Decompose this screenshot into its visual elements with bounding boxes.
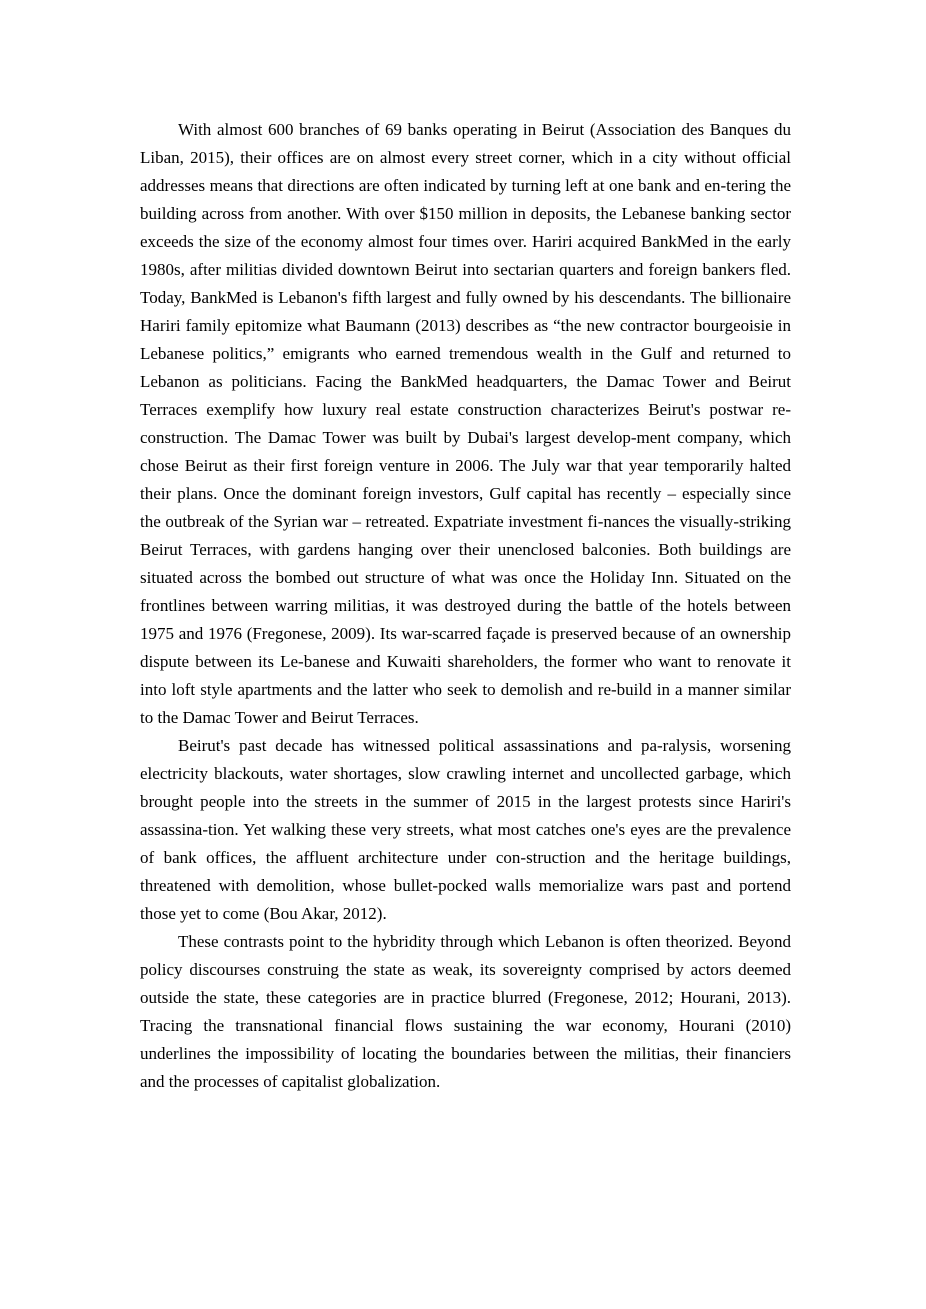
paragraph-past-decade: Beirut's past decade has witnessed political assassinations and pa-ralysis, worsening electricity blackouts, water shortages, slow crawling internet and uncollected garbage, which brought people into the streets in the summer of 2015 in the largest protests since Hariri's assassina-tion. Yet walking these very streets, what most catches one's eyes are the prevalence of bank offices, the affluent architecture under con-struction and the heritage buildings, threatened with demolition, whose bullet-pocked walls memorialize wars past and portend those yet to come (Bou Akar, 2012). [140, 736, 791, 923]
paragraph-contrasts-hybridity: These contrasts point to the hybridity through which Lebanon is often theorized. Beyond policy discourses construing the state as weak, its sovereignty comprised by actors deemed outside the state, these categories are in practice blurred (Fregonese, 2012; Hourani, 2013). Tracing the transnational financial flows sustaining the war economy, Hourani (2010) underlines the impossibility of locating the boundaries between the militias, their financiers and the processes of capitalist globalization. [140, 932, 791, 1091]
paragraph-banks-beirut: With almost 600 branches of 69 banks operating in Beirut (Association des Banques du Liban, 2015), their offices are on almost every street corner, which in a city without official addresses means that directions are often indicated by turning left at one bank and en-tering the building across from another. With over $150 million in deposits, the Lebanese banking sector exceeds the size of the economy almost four times over. Hariri acquired BankMed in the early 1980s, after militias divided downtown Beirut into sectarian quarters and foreign bankers fled. Today, BankMed is Lebanon's fifth largest and fully owned by his descendants. The billionaire Hariri family epitomize what Baumann (2013) describes as “the new contractor bourgeoisie in Lebanese politics,” emigrants who earned tremendous wealth in the Gulf and returned to Lebanon as politicians. Facing the BankMed headquarters, the Damac Tower and Beirut Terraces exemplify how luxury real estate construction characterizes Beirut's postwar re-construction. The Damac Tower was built by Dubai's largest develop-ment company, which chose Beirut as their first foreign venture in 2006. The July war that year temporarily halted their plans. Once the dominant foreign investors, Gulf capital has recently – especially since the outbreak of the Syrian war – retreated. Expatriate investment fi-nances the visually-striking Beirut Terraces, with gardens hanging over their unenclosed balconies. Both buildings are situated across the bombed out structure of what was once the Holiday Inn. Situated on the frontlines between warring militias, it was destroyed during the battle of the hotels between 1975 and 1976 (Fregonese, 2009). Its war-scarred façade is preserved because of an ownership dispute between its Le-banese and Kuwaiti shareholders, the former who want to renovate it into loft style apartments and the latter who seek to demolish and re-build in a manner similar to the Damac Tower and Beirut Terraces. [140, 120, 791, 727]
text-column [140, 116, 791, 1096]
